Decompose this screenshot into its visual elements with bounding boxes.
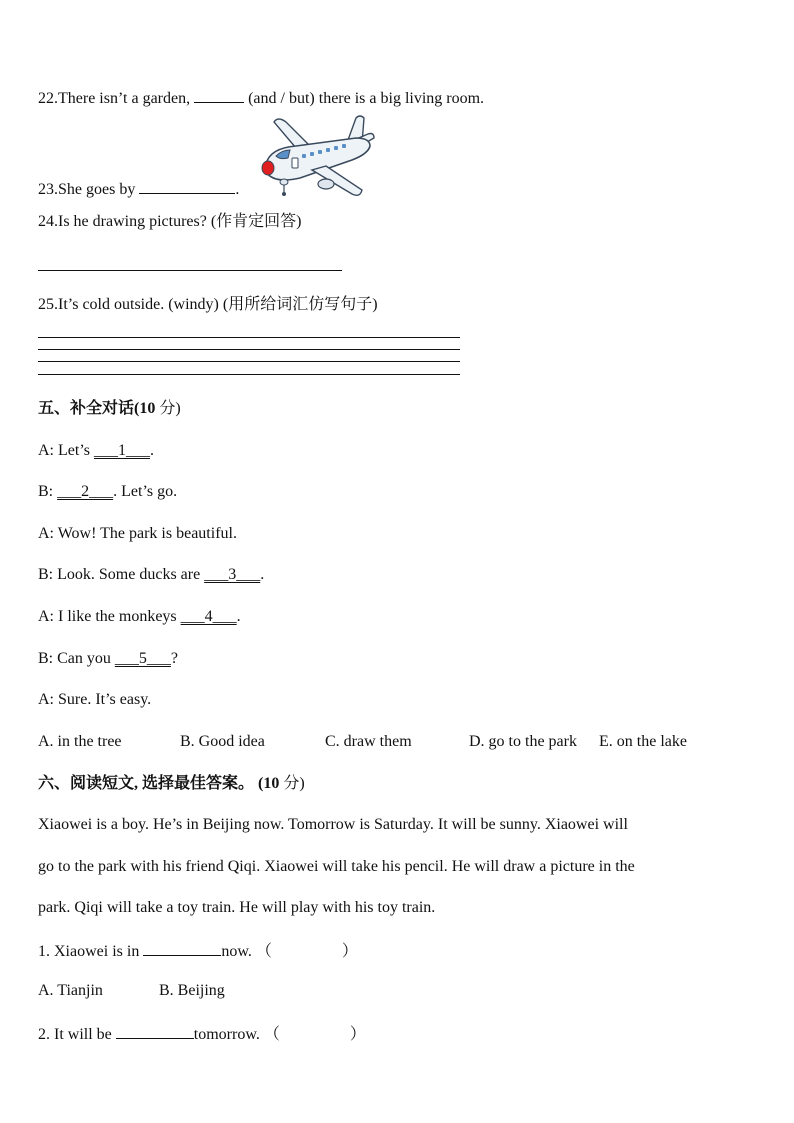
dialogue-line-1	[38, 441, 154, 461]
question-22	[38, 87, 484, 109]
q22-prefix: 22.There isn’t a garden,	[38, 90, 195, 107]
rq2-suffix: tomorrow. （	[193, 1026, 280, 1043]
rq2-close-paren: ）	[349, 1026, 366, 1043]
rq2-blank[interactable]	[116, 1023, 194, 1039]
q24-answer-line[interactable]	[38, 270, 342, 271]
dialogue-line-3	[38, 524, 237, 544]
passage-line-2: go to the park with his friend Qiqi. Xiaowei will take his pencil. He will draw a picture in the	[38, 858, 635, 875]
dialogue-line-2	[38, 482, 177, 502]
dialogue-5-pre: A: I like the monkeys	[38, 608, 181, 625]
section-5-title	[38, 399, 181, 419]
rq1-close-paren: ）	[341, 943, 358, 960]
airplane-icon	[256, 114, 378, 198]
q25-answer-line-3[interactable]	[38, 361, 460, 362]
section-5-title-text: 五、补全对话(10	[38, 400, 160, 417]
dialogue-6-post: ?	[170, 650, 178, 667]
q22-suffix: (and / but) there is a big living room.	[244, 90, 485, 107]
section-6-title	[38, 774, 305, 794]
option-b[interactable]: B. Good idea	[180, 733, 265, 750]
dialogue-3-text: A: Wow! The park is beautiful.	[38, 525, 237, 542]
q23-suffix: .	[235, 181, 240, 198]
q25-answer-line-4[interactable]	[38, 374, 460, 375]
dialogue-4-pre: B: Look. Some ducks are	[38, 566, 205, 583]
dialogue-6-pre: B: Can you	[38, 650, 115, 667]
q22-blank[interactable]	[194, 87, 244, 103]
dialogue-2-pre: B:	[38, 483, 58, 500]
dialogue-blank-2[interactable]: ___2___	[57, 483, 114, 500]
dialogue-1-pre: A: Let’s	[38, 442, 94, 459]
dialogue-2-post: . Let’s go.	[113, 483, 178, 500]
question-25: 25.It’s cold outside. (windy) (用所给词汇仿写句子)	[38, 296, 378, 313]
option-e[interactable]: E. on the lake	[599, 733, 687, 750]
dialogue-blank-3[interactable]: ___3___	[204, 566, 261, 583]
passage-line-1: Xiaowei is a boy. He’s in Beijing now. Tomorrow is Saturday. It will be sunny. Xiaowei will	[38, 816, 628, 833]
q25-answer-line-2[interactable]	[38, 349, 460, 350]
rq1-option-b[interactable]: B. Beijing	[159, 982, 225, 999]
option-d[interactable]: D. go to the park	[469, 733, 577, 750]
dialogue-line-6	[38, 649, 178, 669]
option-c[interactable]: C. draw them	[325, 733, 412, 750]
passage-line-3: park. Qiqi will take a toy train. He will play with his toy train.	[38, 899, 436, 916]
q25-answer-line-1[interactable]	[38, 337, 460, 338]
rq1-suffix: now. （	[221, 943, 272, 960]
rq1-option-a[interactable]: A. Tianjin	[38, 982, 103, 999]
rq1-blank[interactable]	[143, 940, 221, 956]
dialogue-line-5	[38, 607, 241, 627]
section-5-score: 分)	[159, 400, 181, 417]
dialogue-blank-1[interactable]: ___1___	[94, 442, 150, 459]
q23-prefix: 23.She goes by	[38, 181, 140, 198]
dialogue-1-post: .	[150, 442, 154, 459]
q23-blank[interactable]	[139, 178, 235, 194]
reading-question-1	[38, 940, 358, 962]
dialogue-line-7	[38, 690, 151, 710]
question-24: 24.Is he drawing pictures? (作肯定回答)	[38, 213, 302, 230]
dialogue-5-post: .	[236, 608, 241, 625]
section-6-title-text: 六、阅读短文, 选择最佳答案。 (10	[38, 775, 284, 792]
question-23	[38, 178, 239, 200]
dialogue-blank-5[interactable]: ___5___	[114, 650, 171, 667]
dialogue-7-text: A: Sure. It’s easy.	[38, 691, 152, 708]
section-6-score: 分)	[283, 775, 305, 792]
dialogue-line-4	[38, 565, 264, 585]
rq2-prefix: 2. It will be	[38, 1026, 116, 1043]
option-a[interactable]: A. in the tree	[38, 733, 122, 750]
rq1-prefix: 1. Xiaowei is in	[38, 943, 144, 960]
reading-question-2	[38, 1023, 366, 1045]
dialogue-4-post: .	[260, 566, 265, 583]
dialogue-blank-4[interactable]: ___4___	[180, 608, 237, 625]
